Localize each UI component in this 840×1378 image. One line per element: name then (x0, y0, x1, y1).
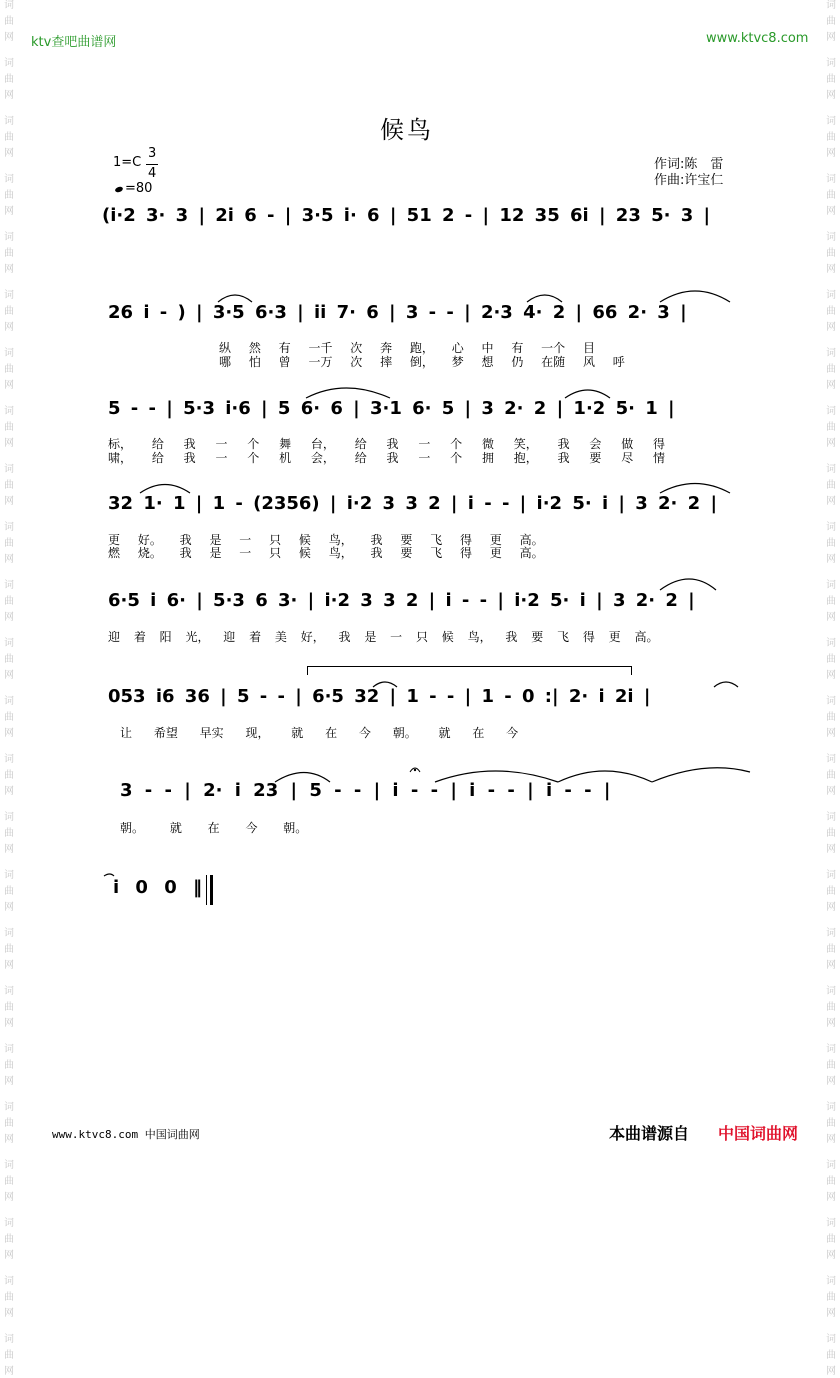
watermark-glyph: 网 (4, 902, 14, 913)
notation-row-8: i 0 0 ‖ (113, 877, 203, 898)
watermark-glyph: 词 (4, 1276, 14, 1287)
watermark-glyph: 网 (826, 960, 836, 971)
watermark-glyph: 网 (4, 148, 14, 159)
watermark-glyph: 曲 (4, 306, 14, 317)
notation-row-5: 6·5 i 6· | 5·3 6 3· | i·2 3 3 2 | i - - | i·2 5· i | 3 2· 2 | (108, 590, 695, 611)
watermark-glyph: 曲 (826, 654, 836, 665)
watermark-glyph: 词 (4, 1102, 14, 1113)
watermark-glyph: 词 (826, 696, 836, 707)
watermark-glyph: 词 (826, 1102, 836, 1113)
watermark-glyph: 网 (826, 1308, 836, 1319)
watermark-glyph: 词 (826, 1044, 836, 1055)
watermark-glyph: 网 (4, 438, 14, 449)
watermark-glyph: 词 (4, 232, 14, 243)
time-denominator: 4 (148, 166, 157, 181)
song-title: 候鸟 (380, 116, 434, 144)
watermark-glyph: 网 (826, 322, 836, 333)
watermark-glyph: 曲 (826, 364, 836, 375)
watermark-glyph: 网 (4, 90, 14, 101)
watermark-glyph: 曲 (4, 712, 14, 723)
watermark-glyph: 网 (826, 1366, 836, 1377)
watermark-glyph: 曲 (4, 538, 14, 549)
watermark-glyph: 曲 (4, 422, 14, 433)
watermark-glyph: 词 (4, 696, 14, 707)
watermark-glyph: 词 (4, 928, 14, 939)
watermark-glyph: 曲 (826, 1060, 836, 1071)
watermark-glyph: 网 (4, 728, 14, 739)
watermark-glyph: 网 (826, 206, 836, 217)
watermark-glyph: 网 (826, 264, 836, 275)
watermark-glyph: 词 (826, 58, 836, 69)
watermark-glyph: 词 (826, 290, 836, 301)
watermark-glyph: 网 (4, 322, 14, 333)
watermark-glyph: 曲 (4, 248, 14, 259)
watermark-glyph: 曲 (826, 422, 836, 433)
watermark-glyph: 词 (826, 348, 836, 359)
watermark-glyph: 网 (826, 1192, 836, 1203)
watermark-glyph: 网 (4, 1366, 14, 1377)
watermark-glyph: 词 (826, 812, 836, 823)
watermark-glyph: 曲 (826, 1002, 836, 1013)
watermark-glyph: 曲 (4, 1176, 14, 1187)
watermark-glyph: 曲 (826, 190, 836, 201)
watermark-glyph: 词 (826, 406, 836, 417)
watermark-glyph: 词 (4, 116, 14, 127)
watermark-glyph: 曲 (826, 1118, 836, 1129)
watermark-glyph: 网 (826, 1018, 836, 1029)
watermark-glyph: 曲 (826, 538, 836, 549)
watermark-glyph: 曲 (826, 828, 836, 839)
watermark-glyph: 网 (826, 1250, 836, 1261)
lyrics-row-2-verse-1: 纵 然 有 一千 次 奔 跑， 心 中 有 一个 目 (219, 341, 595, 355)
watermark-glyph: 词 (4, 0, 14, 11)
footer-site-name[interactable]: 中国词曲网 (718, 1124, 799, 1143)
watermark-glyph: 网 (4, 1018, 14, 1029)
watermark-glyph: 网 (826, 32, 836, 43)
watermark-glyph: 网 (4, 1250, 14, 1261)
watermark-glyph: 网 (4, 786, 14, 797)
watermark-glyph: 网 (826, 612, 836, 623)
watermark-glyph: 词 (4, 1044, 14, 1055)
watermark-glyph: 曲 (4, 654, 14, 665)
lyrics-row-3-verse-2: 啸， 给 我 一 个 机 会， 给 我 一 个 拥 抱， 我 要 尽 情 (108, 451, 666, 465)
footer-source-label: 本曲谱源自 (609, 1124, 690, 1143)
watermark-glyph: 曲 (826, 596, 836, 607)
watermark-glyph: 曲 (4, 16, 14, 27)
header-site-name[interactable]: ktv查吧曲谱网 (31, 35, 117, 50)
watermark-glyph: 曲 (4, 74, 14, 85)
tempo-marking: =80 (125, 181, 153, 196)
watermark-glyph: 词 (4, 580, 14, 591)
watermark-glyph: 曲 (826, 132, 836, 143)
watermark-glyph: 曲 (4, 1234, 14, 1245)
watermark-glyph: 网 (826, 554, 836, 565)
watermark-glyph: 曲 (4, 190, 14, 201)
watermark-glyph: 网 (826, 844, 836, 855)
watermark-glyph: 曲 (826, 1292, 836, 1303)
watermark-glyph: 网 (826, 1134, 836, 1145)
watermark-glyph: 词 (4, 1218, 14, 1229)
watermark-glyph: 曲 (826, 74, 836, 85)
watermark-glyph: 词 (826, 174, 836, 185)
watermark-glyph: 词 (4, 1160, 14, 1171)
watermark-glyph: 网 (826, 1076, 836, 1087)
watermark-glyph: 词 (826, 754, 836, 765)
watermark-glyph: 词 (4, 870, 14, 881)
watermark-glyph: 网 (4, 1192, 14, 1203)
watermark-glyph: 词 (4, 638, 14, 649)
watermark-glyph: 词 (826, 1276, 836, 1287)
watermark-glyph: 网 (4, 844, 14, 855)
watermark-glyph: 曲 (4, 364, 14, 375)
watermark-glyph: 网 (4, 1308, 14, 1319)
watermark-glyph: 词 (826, 522, 836, 533)
watermark-glyph: 网 (826, 380, 836, 391)
watermark-glyph: 词 (4, 812, 14, 823)
lyrics-row-2-verse-2: 哪 怕 曾 一万 次 摔 倒， 梦 想 仍 在随 风 呼 (219, 355, 625, 369)
watermark-glyph: 词 (826, 580, 836, 591)
lyrics-row-6: 让 希望 早实 现， 就 在 今 朝。 就 在 今 (120, 726, 519, 740)
watermark-glyph: 词 (826, 116, 836, 127)
watermark-glyph: 网 (4, 496, 14, 507)
notation-row-3: 5 - - | 5·3 i·6 | 5 6· 6 | 3·1 6· 5 | 3 2· 2 | 1·2 5· 1 | (108, 398, 675, 419)
watermark-glyph: 网 (4, 1076, 14, 1087)
watermark-glyph: 词 (826, 1334, 836, 1345)
watermark-glyph: 词 (4, 522, 14, 533)
watermark-glyph: 网 (4, 554, 14, 565)
watermark-glyph: 词 (826, 1160, 836, 1171)
watermark-glyph: 词 (4, 174, 14, 185)
watermark-glyph: 曲 (826, 944, 836, 955)
lyricist-credit: 作词:陈 雷 (654, 157, 724, 172)
watermark-glyph: 曲 (4, 886, 14, 897)
watermark-glyph: 曲 (4, 1350, 14, 1361)
watermark-glyph: 曲 (826, 1234, 836, 1245)
watermark-glyph: 网 (826, 786, 836, 797)
watermark-glyph: 网 (4, 612, 14, 623)
watermark-glyph: 词 (4, 290, 14, 301)
watermark-glyph: 网 (4, 670, 14, 681)
watermark-glyph: 词 (4, 1334, 14, 1345)
watermark-glyph: 曲 (4, 1292, 14, 1303)
watermark-glyph: 词 (4, 754, 14, 765)
watermark-glyph: 网 (4, 380, 14, 391)
watermark-glyph: 网 (826, 728, 836, 739)
footer-link[interactable]: www.ktvc8.com 中国词曲网 (52, 1128, 200, 1141)
watermark-glyph: 曲 (4, 480, 14, 491)
watermark-glyph: 网 (826, 90, 836, 101)
watermark-glyph: 词 (826, 638, 836, 649)
watermark-glyph: 词 (826, 986, 836, 997)
watermark-glyph: 网 (4, 206, 14, 217)
notation-row-4: 32 1· 1 | 1 - (2356) | i·2 3 3 2 | i - - | i·2 5· i | 3 2· 2 | (108, 493, 718, 514)
watermark-glyph: 曲 (4, 944, 14, 955)
lyrics-row-4-verse-1: 更 好。 我 是 一 只 候 鸟， 我 要 飞 得 更 高。 (108, 533, 544, 547)
watermark-glyph: 网 (826, 148, 836, 159)
watermark-glyph: 曲 (4, 770, 14, 781)
watermark-glyph: 曲 (826, 248, 836, 259)
final-barline-thick (210, 875, 213, 905)
watermark-glyph: 网 (826, 670, 836, 681)
watermark-glyph: 曲 (826, 1350, 836, 1361)
watermark-glyph: 词 (826, 464, 836, 475)
lyrics-row-5: 迎 着 阳 光， 迎 着 美 好， 我 是 一 只 候 鸟， 我 要 飞 得 更 高。 (108, 630, 659, 644)
watermark-glyph: 曲 (826, 770, 836, 781)
watermark-glyph: 词 (826, 870, 836, 881)
time-numerator: 3 (148, 146, 157, 161)
notation-row-6: 053 i6 36 | 5 - - | 6·5 32 | 1 - - | 1 - 0 :| 2· i 2i | (108, 686, 651, 707)
watermark-glyph: 曲 (826, 480, 836, 491)
watermark-glyph: 网 (4, 32, 14, 43)
watermark-glyph: 网 (826, 496, 836, 507)
watermark-glyph: 网 (826, 438, 836, 449)
final-barline-thin (206, 875, 207, 905)
watermark-glyph: 曲 (826, 712, 836, 723)
watermark-glyph: 曲 (826, 1176, 836, 1187)
watermark-glyph: 网 (4, 264, 14, 275)
watermark-glyph: 网 (4, 960, 14, 971)
watermark-glyph: 网 (826, 902, 836, 913)
lyrics-row-7: 朝。 就 在 今 朝。 (120, 821, 308, 835)
watermark-glyph: 词 (4, 464, 14, 475)
lyrics-row-4-verse-2: 燃 烧。 我 是 一 只 候 鸟， 我 要 飞 得 更 高。 (108, 546, 544, 560)
watermark-glyph: 曲 (4, 1118, 14, 1129)
notation-row-2: 26 i - ) | 3·5 6·3 | ii 7· 6 | 3 - - | 2·3 4· 2 | 66 2· 3 | (108, 302, 687, 323)
watermark-glyph: 词 (4, 406, 14, 417)
watermark-glyph: 曲 (4, 1060, 14, 1071)
watermark-glyph: 曲 (4, 828, 14, 839)
watermark-glyph: 曲 (4, 1002, 14, 1013)
watermark-glyph: 曲 (4, 596, 14, 607)
key-signature: 1=C (113, 155, 142, 170)
watermark-glyph: 词 (4, 58, 14, 69)
composer-credit: 作曲:许宝仁 (654, 173, 724, 188)
watermark-glyph: 词 (826, 232, 836, 243)
watermark-glyph: 词 (826, 0, 836, 11)
lyrics-row-3-verse-1: 标， 给 我 一 个 舞 台， 给 我 一 个 微 笑， 我 会 做 得 (108, 437, 666, 451)
watermark-glyph: 词 (826, 1218, 836, 1229)
header-url[interactable]: www.ktvc8.com (706, 31, 809, 46)
watermark-glyph: 网 (4, 1134, 14, 1145)
watermark-glyph: 曲 (4, 132, 14, 143)
watermark-glyph: 曲 (826, 16, 836, 27)
notation-row-7: 3 - - | 2· i 23 | 5 - - | i - - | i - - | i - - | (120, 780, 611, 801)
watermark-glyph: 词 (4, 348, 14, 359)
watermark-glyph: 词 (4, 986, 14, 997)
watermark-glyph: 词 (826, 928, 836, 939)
notation-row-1: (i·2 3· 3 | 2i 6 - | 3·5 i· 6 | 51 2 - | 12 35 6i | 23 5· 3 | (102, 205, 711, 226)
watermark-glyph: 曲 (826, 306, 836, 317)
watermark-glyph: 曲 (826, 886, 836, 897)
